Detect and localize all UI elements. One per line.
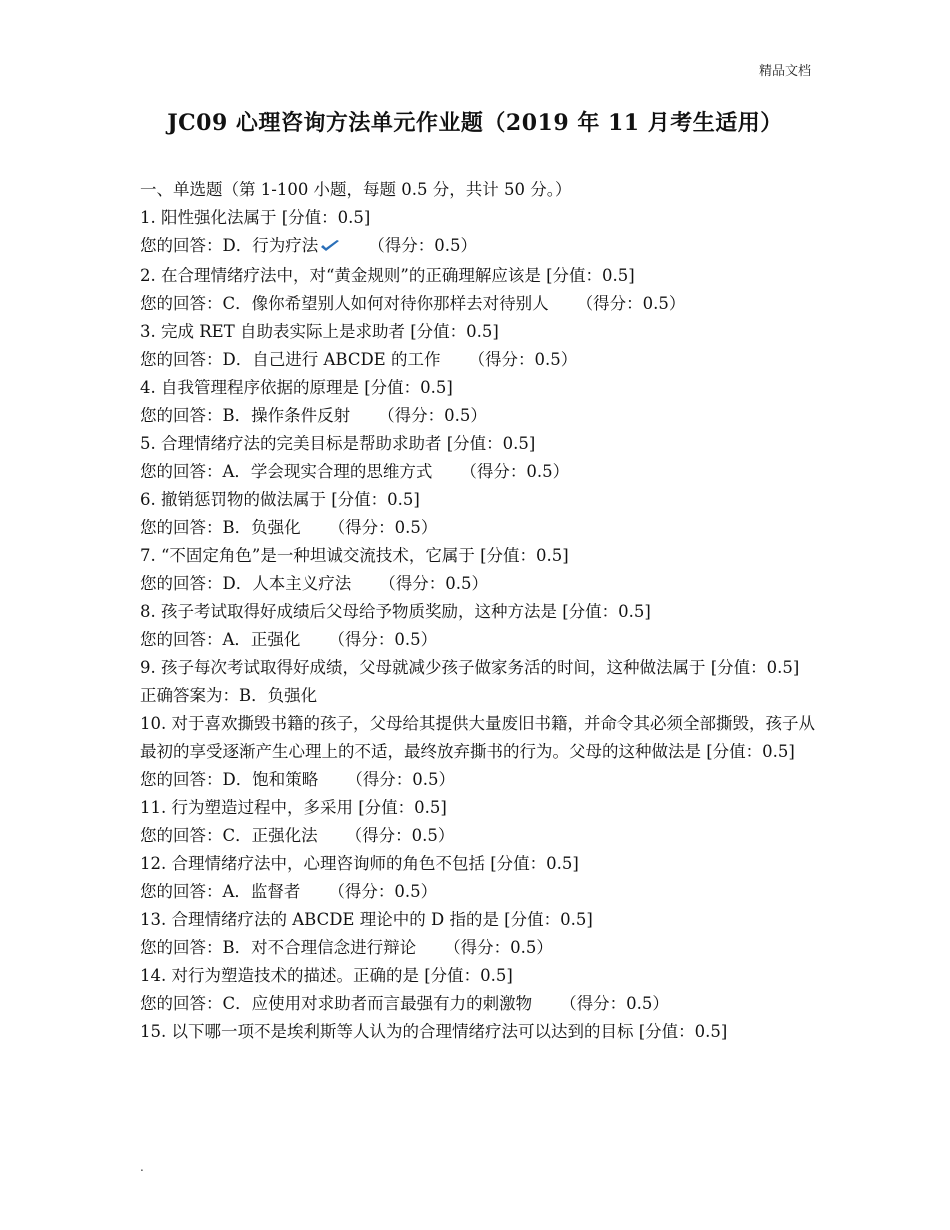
question-3: 3. 完成 RET 自助表实际上是求助者 [分值：0.5] xyxy=(140,322,499,341)
checkmark-icon xyxy=(320,234,340,262)
score-text: （得分：0.5） xyxy=(379,574,488,593)
answer-text: 您的回答：D．行为疗法 xyxy=(140,236,319,255)
score-text: （得分：0.5） xyxy=(468,350,578,369)
document-body xyxy=(140,176,820,1046)
footer-dot: . xyxy=(140,1160,144,1174)
header-tag: 精品文档 xyxy=(758,64,811,79)
answer-3 xyxy=(140,346,820,374)
score-text: （得分：0.5） xyxy=(444,938,553,957)
answer-5 xyxy=(140,458,820,486)
question-9: 9. 孩子每次考试取得好成绩，父母就减少孩子做家务活的时间，这种做法属于 [分值：0.5] xyxy=(140,658,800,677)
question-13: 13. 合理情绪疗法的 ABCDE 理论中的 D 指的是 [分值：0.5] xyxy=(140,910,593,929)
answer-text: 您的回答：D．自己进行 ABCDE 的工作 xyxy=(140,350,441,369)
answer-2 xyxy=(140,290,820,318)
answer-text: 正确答案为：B．负强化 xyxy=(140,686,318,705)
question-8: 8. 孩子考试取得好成绩后父母给予物质奖励，这种方法是 [分值：0.5] xyxy=(140,602,651,621)
answer-text: 您的回答：B．负强化 xyxy=(140,518,301,537)
question-5: 5. 合理情绪疗法的完美目标是帮助求助者 [分值：0.5] xyxy=(140,434,536,453)
question-10: 10. 对于喜欢撕毁书籍的孩子，父母给其提供大量废旧书籍，并命令其必须全部撕毁，孩子从最初的享受逐渐产生心理上的不适，最终放弃撕书的行为。父母的这种做法是 [分值：0.5] xyxy=(140,714,815,761)
section-heading: 一、单选题（第 1-100 小题，每题 0.5 分，共计 50 分。） xyxy=(140,180,572,199)
answer-text: 您的回答：C．像你希望别人如何对待你那样去对待别人 xyxy=(140,294,549,313)
answer-10 xyxy=(140,766,820,794)
question-6: 6. 撤销惩罚物的做法属于 [分值：0.5] xyxy=(140,490,420,509)
question-7: 7. “不固定角色”是一种坦诚交流技术，它属于 [分值：0.5] xyxy=(140,546,569,565)
question-12: 12. 合理情绪疗法中，心理咨询师的角色不包括 [分值：0.5] xyxy=(140,854,579,873)
answer-text: 您的回答：A．学会现实合理的思维方式 xyxy=(140,462,433,481)
question-11: 11. 行为塑造过程中，多采用 [分值：0.5] xyxy=(140,798,447,817)
score-text: （得分：0.5） xyxy=(378,406,487,425)
answer-text: 您的回答：B．操作条件反射 xyxy=(140,406,351,425)
answer-text: 您的回答：A．正强化 xyxy=(140,630,301,649)
score-text: （得分：0.5） xyxy=(328,630,438,649)
answer-9 xyxy=(140,682,820,710)
question-2: 2. 在合理情绪疗法中，对“黄金规则”的正确理解应该是 [分值：0.5] xyxy=(140,266,635,285)
answer-13 xyxy=(140,934,820,962)
answer-4 xyxy=(140,402,820,430)
score-text: （得分：0.5） xyxy=(328,518,438,537)
question-15: 15. 以下哪一项不是埃利斯等人认为的合理情绪疗法可以达到的目标 [分值：0.5] xyxy=(140,1022,728,1041)
answer-text: 您的回答：B．对不合理信念进行辩论 xyxy=(140,938,417,957)
answer-14 xyxy=(140,990,820,1018)
answer-text: 您的回答：A．监督者 xyxy=(140,882,301,901)
score-text: （得分：0.5） xyxy=(345,826,455,845)
page-title: JC09 心理咨询方法单元作业题（2019 年 11 月考生适用） xyxy=(167,110,783,136)
score-text: （得分：0.5） xyxy=(460,462,570,481)
answer-text: 您的回答：D．人本主义疗法 xyxy=(140,574,352,593)
score-text: （得分：0.5） xyxy=(328,882,438,901)
score-text: （得分：0.5） xyxy=(346,770,455,789)
question-14: 14. 对行为塑造技术的描述。正确的是 [分值：0.5] xyxy=(140,966,513,985)
answer-12 xyxy=(140,878,820,906)
answer-text: 您的回答：C．应使用对求助者而言最强有力的刺激物 xyxy=(140,994,533,1013)
answer-text: 您的回答：D．饱和策略 xyxy=(140,770,319,789)
answer-8 xyxy=(140,626,820,654)
answer-1 xyxy=(140,232,820,262)
question-4: 4. 自我管理程序依据的原理是 [分值：0.5] xyxy=(140,378,453,397)
score-text: （得分：0.5） xyxy=(368,236,477,255)
score-text: （得分：0.5） xyxy=(576,294,686,313)
answer-7 xyxy=(140,570,820,598)
score-text: （得分：0.5） xyxy=(560,994,669,1013)
answer-text: 您的回答：C．正强化法 xyxy=(140,826,318,845)
answer-6 xyxy=(140,514,820,542)
question-1: 1. 阳性强化法属于 [分值：0.5] xyxy=(140,208,371,227)
answer-11 xyxy=(140,822,820,850)
